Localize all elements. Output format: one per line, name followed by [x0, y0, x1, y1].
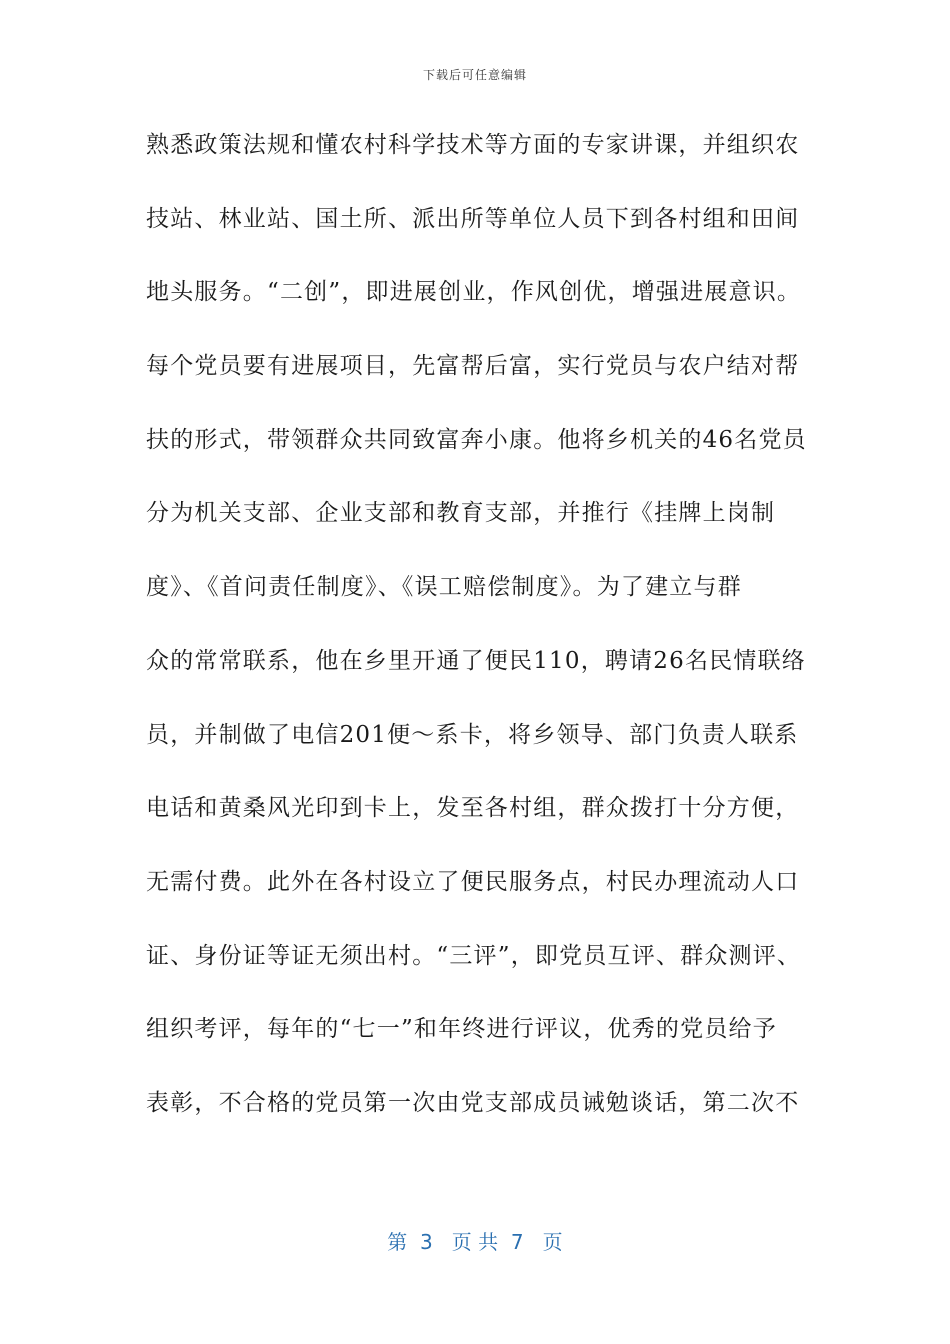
text-line: 证、身份证等证无须出村。“三评”，即党员互评、群众测评、: [146, 942, 802, 969]
text-line: 扶的形式，带领群众共同致富奔小康。他将乡机关的46名党员: [146, 426, 807, 453]
text-line: 技站、林业站、国土所、派出所等单位人员下到各村组和田间: [146, 205, 800, 232]
text-line: 度》、《首问责任制度》、《误工赔偿制度》。为了建立与群: [146, 574, 742, 601]
document-body: [146, 121, 826, 1153]
text-line: 表彰，不合格的党员第一次由党支部成员诫勉谈话，第二次不: [146, 1089, 800, 1116]
text-line: 电话和黄桑风光印到卡上，发至各村组，群众拨打十分方便，: [146, 795, 800, 822]
text-line: 员，并制做了电信201便～系卡，将乡领导、部门负责人联系: [146, 721, 799, 748]
text-line: 无需付费。此外在各村设立了便民服务点，村民办理流动人口: [146, 868, 800, 895]
page-header-note: 下载后可任意编辑: [422, 68, 527, 82]
text-line: 地头服务。“二创”，即进展创业，作风创优，增强进展意识。: [146, 279, 802, 306]
text-line: 众的常常联系，他在乡里开通了便民110，聘请26名民情联络: [146, 647, 806, 674]
text-line: 熟悉政策法规和懂农村科学技术等方面的专家讲课，并组织农: [146, 132, 800, 158]
text-line: 每个党员要有进展项目，先富帮后富，实行党员与农户结对帮: [146, 353, 800, 380]
text-line: 分为机关支部、企业支部和教育支部，并推行《挂牌上岗制: [146, 500, 776, 527]
page-number-footer: 第 3 页 共 7 页: [387, 1230, 563, 1254]
text-line: 组织考评，每年的“七一”和年终进行评议，优秀的党员给予: [146, 1016, 777, 1043]
